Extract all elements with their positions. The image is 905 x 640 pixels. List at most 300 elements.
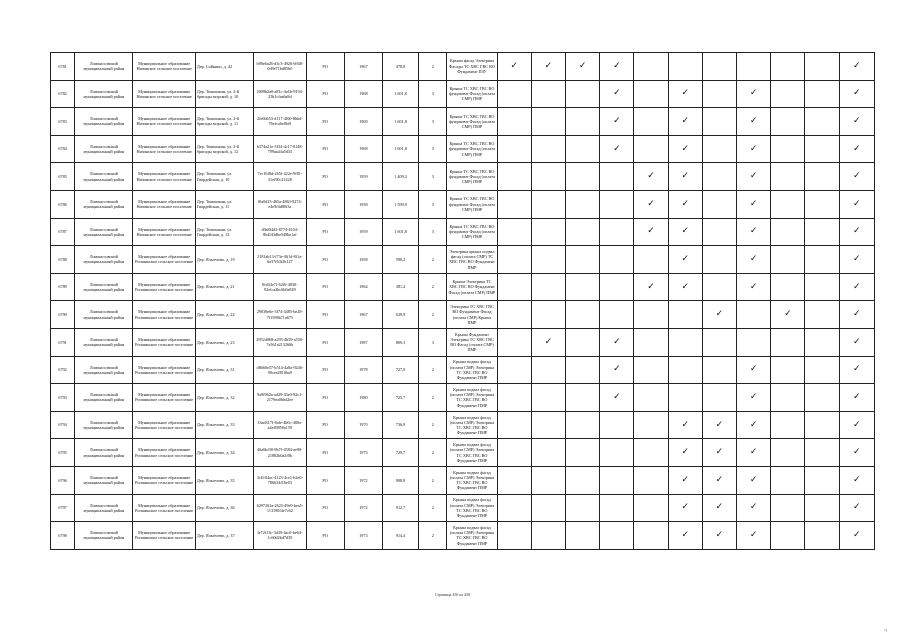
cell-floors: 2 — [419, 53, 447, 81]
check-cell — [805, 80, 839, 108]
check-cell — [771, 466, 805, 494]
check-mark-icon: ✓ — [681, 171, 690, 182]
check-cell — [702, 163, 736, 191]
check-cell — [566, 522, 600, 550]
check-cell — [600, 53, 634, 81]
cell-municipality: Муниципальное образование Низинское сельское поселение — [133, 80, 195, 108]
cell-year: 1987 — [344, 328, 382, 356]
check-cell — [531, 246, 565, 274]
check-cell — [531, 53, 565, 81]
cell-district: Ломоносовский муниципальный район — [75, 411, 133, 439]
cell-works: Электрика ТС ХВС ГВС ВО Фундамент Фасад (оплата СМР) Крыша ПМР — [447, 301, 497, 329]
check-cell — [634, 466, 668, 494]
check-cell — [531, 80, 565, 108]
cell-works: Крыша подвал фасад (оплата СМР) Электрика ТС ХВС ГВС ВО Фундамент ПМР — [447, 494, 497, 522]
cell-year: 1972 — [344, 494, 382, 522]
check-cell — [497, 246, 531, 274]
check-cell — [839, 411, 874, 439]
check-cell — [634, 108, 668, 136]
cell-area: 729,7 — [382, 439, 418, 467]
table-row — [51, 494, 875, 522]
check-cell — [497, 273, 531, 301]
check-cell — [737, 163, 771, 191]
cell-district: Ломоносовский муниципальный район — [75, 356, 133, 384]
cell-area: 914,4 — [382, 522, 418, 550]
cell-type: РО — [306, 522, 344, 550]
cell-type: РО — [306, 466, 344, 494]
check-cell — [566, 384, 600, 412]
check-cell — [805, 522, 839, 550]
check-cell — [600, 522, 634, 550]
check-mark-icon: ✓ — [681, 253, 690, 264]
check-cell — [839, 218, 874, 246]
check-cell — [600, 246, 634, 274]
cell-num: 6792 — [51, 356, 75, 384]
check-cell — [805, 53, 839, 81]
check-cell — [531, 301, 565, 329]
check-cell — [839, 53, 874, 81]
cell-floors: 3 — [419, 80, 447, 108]
cell-floors: 3 — [419, 163, 447, 191]
cell-address: Дер. Тимошкин, ул. 2-й бригады морской, д. 11 — [195, 108, 253, 136]
check-cell — [702, 108, 736, 136]
check-cell — [839, 135, 874, 163]
cell-works: Крыша подвал фасад (оплата СМР) Электрика ТС ХВС ГВС ВО Фундамент ПМР — [447, 356, 497, 384]
cell-district: Ломоносовский муниципальный район — [75, 439, 133, 467]
check-cell — [805, 163, 839, 191]
check-cell — [566, 301, 600, 329]
cell-municipality: Муниципальное образование Ропшинское сельское поселение — [133, 466, 195, 494]
cell-floors: 2 — [419, 494, 447, 522]
cell-municipality: Муниципальное образование Ропшинское сельское поселение — [133, 356, 195, 384]
check-cell — [497, 53, 531, 81]
cell-type: РО — [306, 53, 344, 81]
check-cell — [702, 494, 736, 522]
table-body — [51, 53, 875, 550]
cell-district: Ломоносовский муниципальный район — [75, 494, 133, 522]
check-mark-icon: ✓ — [853, 529, 861, 540]
check-mark-icon: ✓ — [749, 226, 758, 237]
check-cell — [497, 494, 531, 522]
table-row — [51, 411, 875, 439]
cell-district: Ломоносовский муниципальный район — [75, 328, 133, 356]
cell-municipality: Муниципальное образование Низинское сельское поселение — [133, 190, 195, 218]
cell-address: Дер. Тимошкин, ул. 2-й бригады морской, д. 12 — [195, 135, 253, 163]
check-cell — [737, 439, 771, 467]
check-cell — [737, 246, 771, 274]
cell-works: Крыша подвал фасад (оплата СМР) Электрика ТС ХВС ГВС ВО Фундамент ПМР — [447, 466, 497, 494]
cell-type: РО — [306, 273, 344, 301]
check-cell — [600, 301, 634, 329]
cell-type: РО — [306, 328, 344, 356]
cell-address: Дер. Яльгелево, д. 37 — [195, 522, 253, 550]
check-cell — [668, 494, 702, 522]
check-mark-icon: ✓ — [749, 115, 758, 126]
table-row — [51, 80, 875, 108]
check-cell — [839, 522, 874, 550]
check-cell — [497, 301, 531, 329]
table-row — [51, 384, 875, 412]
check-cell — [634, 384, 668, 412]
check-mark-icon: ✓ — [578, 60, 587, 71]
cell-floors: 2 — [419, 273, 447, 301]
check-cell — [771, 411, 805, 439]
check-cell — [737, 108, 771, 136]
check-cell — [600, 135, 634, 163]
check-cell — [702, 356, 736, 384]
check-mark-icon: ✓ — [853, 171, 861, 182]
check-cell — [771, 190, 805, 218]
check-cell — [805, 439, 839, 467]
check-cell — [737, 273, 771, 301]
check-cell — [771, 494, 805, 522]
check-mark-icon: ✓ — [853, 60, 861, 71]
cell-area: 809,3 — [382, 328, 418, 356]
cell-area: 912,7 — [382, 494, 418, 522]
cell-floors: 3 — [419, 108, 447, 136]
check-cell — [497, 522, 531, 550]
check-cell — [702, 246, 736, 274]
cell-code: 29038e6e-3f74-4485-be28-7f1598b71a675 — [254, 301, 306, 329]
check-cell — [634, 190, 668, 218]
cell-year: 1968 — [344, 80, 382, 108]
cell-address: Дер. Тимошкин, ул. Гвардейская, д. 11 — [195, 190, 253, 218]
check-cell — [497, 356, 531, 384]
check-cell — [600, 328, 634, 356]
check-cell — [737, 522, 771, 550]
cell-code: 33ad317f-8afe-4b0c-480a-a4e49850a159 — [254, 411, 306, 439]
cell-area: 736,9 — [382, 411, 418, 439]
table-row — [51, 190, 875, 218]
check-mark-icon: ✓ — [647, 198, 655, 209]
cell-floors: 2 — [419, 301, 447, 329]
check-cell — [566, 494, 600, 522]
check-cell — [702, 190, 736, 218]
check-cell — [600, 411, 634, 439]
cell-type: РО — [306, 494, 344, 522]
check-cell — [805, 246, 839, 274]
cell-type: РО — [306, 439, 344, 467]
check-mark-icon: ✓ — [613, 364, 621, 375]
check-cell — [634, 439, 668, 467]
cell-num: 6782 — [51, 80, 75, 108]
check-mark-icon: ✓ — [853, 309, 861, 320]
cell-year: 1967 — [344, 53, 382, 81]
cell-num: 6794 — [51, 411, 75, 439]
check-cell — [566, 190, 600, 218]
cell-area: 1 601,8 — [382, 80, 418, 108]
cell-district: Ломоносовский муниципальный район — [75, 135, 133, 163]
cell-code: 2009b2a0-a81c-4a1b-9194-25b1cfaa6a8d — [254, 80, 306, 108]
cell-code: 9a9f962a-ad29-43e0-92c1-2179ea0bbd2ee — [254, 384, 306, 412]
check-mark-icon: ✓ — [853, 447, 861, 458]
cell-type: РО — [306, 384, 344, 412]
check-mark-icon: ✓ — [510, 60, 518, 71]
check-mark-icon: ✓ — [749, 364, 758, 375]
check-mark-icon: ✓ — [681, 198, 690, 209]
cell-type: РО — [306, 246, 344, 274]
check-cell — [600, 108, 634, 136]
cell-year: 1958 — [344, 190, 382, 218]
cell-works: Крыша ТС ХВС ГВС ВО фундамент Фасад (оплата СМР) ПМР — [447, 218, 497, 246]
check-mark-icon: ✓ — [681, 474, 690, 485]
check-cell — [771, 163, 805, 191]
cell-address: Дер. Яльгелево, д. 23 — [195, 328, 253, 356]
cell-area: 908,8 — [382, 466, 418, 494]
check-mark-icon: ✓ — [613, 88, 621, 99]
check-cell — [702, 273, 736, 301]
check-cell — [634, 411, 668, 439]
check-cell — [668, 53, 702, 81]
check-cell — [702, 80, 736, 108]
check-cell — [702, 218, 736, 246]
check-cell — [497, 80, 531, 108]
check-cell — [737, 356, 771, 384]
check-cell — [839, 190, 874, 218]
cell-district: Ломоносовский муниципальный район — [75, 163, 133, 191]
check-mark-icon: ✓ — [613, 336, 621, 347]
table-row — [51, 328, 875, 356]
check-cell — [634, 135, 668, 163]
check-mark-icon: ✓ — [544, 60, 553, 71]
table-row — [51, 163, 875, 191]
check-cell — [566, 53, 600, 81]
cell-num: 6781 — [51, 53, 75, 81]
check-cell — [566, 135, 600, 163]
check-cell — [634, 80, 668, 108]
check-cell — [668, 384, 702, 412]
check-cell — [566, 439, 600, 467]
check-mark-icon: ✓ — [715, 529, 724, 540]
check-cell — [839, 356, 874, 384]
check-cell — [566, 273, 600, 301]
page-footer: Страница 456 из 458 — [434, 592, 471, 597]
check-mark-icon: ✓ — [853, 226, 861, 237]
table-row — [51, 301, 875, 329]
check-cell — [668, 135, 702, 163]
cell-code: 2181ab13-f73e-461d-8f1a-6a37f63f2b127 — [254, 246, 306, 274]
cell-address: Дер. Яльгелево, д. 33 — [195, 411, 253, 439]
check-mark-icon: ✓ — [853, 419, 861, 430]
check-cell — [805, 190, 839, 218]
cell-district: Ломоносовский муниципальный район — [75, 108, 133, 136]
cell-year: 1958 — [344, 246, 382, 274]
check-cell — [668, 273, 702, 301]
check-mark-icon: ✓ — [681, 226, 690, 237]
cell-year: 1973 — [344, 522, 382, 550]
table-row — [51, 108, 875, 136]
check-mark-icon: ✓ — [647, 281, 655, 292]
check-cell — [805, 273, 839, 301]
cell-area: 478,8 — [382, 53, 418, 81]
check-cell — [805, 135, 839, 163]
cell-year: 1964 — [344, 273, 382, 301]
check-cell — [702, 411, 736, 439]
check-mark-icon: ✓ — [749, 419, 758, 430]
check-mark-icon: ✓ — [853, 88, 861, 99]
cell-area: 1 601,8 — [382, 108, 418, 136]
cell-year: 1980 — [344, 384, 382, 412]
cell-floors: 2 — [419, 384, 447, 412]
check-cell — [702, 135, 736, 163]
check-cell — [531, 328, 565, 356]
check-cell — [805, 356, 839, 384]
check-cell — [634, 218, 668, 246]
check-cell — [771, 273, 805, 301]
cell-code: b374a21e-5f34-4c17-8148-799aa44a5d33 — [254, 135, 306, 163]
check-mark-icon: ✓ — [749, 391, 758, 402]
check-cell — [771, 80, 805, 108]
check-cell — [839, 439, 874, 467]
check-cell — [805, 384, 839, 412]
cell-district: Ломоносовский муниципальный район — [75, 301, 133, 329]
table-row — [51, 466, 875, 494]
check-cell — [771, 108, 805, 136]
cell-district: Ломоносовский муниципальный район — [75, 218, 133, 246]
cell-area: 590,2 — [382, 246, 418, 274]
check-mark-icon: ✓ — [613, 391, 621, 402]
cell-type: РО — [306, 301, 344, 329]
cell-works: Крыша подвал фасад (оплата СМР) Электрика ТС ХВС ГВС ВО Фундамент ПМР — [447, 522, 497, 550]
check-cell — [702, 53, 736, 81]
check-cell — [566, 466, 600, 494]
cell-municipality: Муниципальное образование Низинское сельское поселение — [133, 108, 195, 136]
check-cell — [600, 80, 634, 108]
check-cell — [497, 218, 531, 246]
cell-type: РО — [306, 108, 344, 136]
check-cell — [737, 384, 771, 412]
check-cell — [497, 328, 531, 356]
check-cell — [839, 466, 874, 494]
check-mark-icon: ✓ — [749, 88, 758, 99]
check-cell — [531, 466, 565, 494]
check-cell — [668, 439, 702, 467]
cell-address: Дер. Яльгелево, д. 36 — [195, 494, 253, 522]
check-cell — [668, 522, 702, 550]
cell-address: Дер. Яльгелево, д. 35 — [195, 466, 253, 494]
check-cell — [839, 328, 874, 356]
check-cell — [737, 466, 771, 494]
cell-address: Дер. Сойкино, д. 42 — [195, 53, 253, 81]
check-cell — [531, 273, 565, 301]
check-cell — [634, 356, 668, 384]
check-cell — [737, 301, 771, 329]
check-cell — [566, 163, 600, 191]
cell-district: Ломоносовский муниципальный район — [75, 80, 133, 108]
check-cell — [839, 246, 874, 274]
check-cell — [497, 135, 531, 163]
cell-year: 1972 — [344, 466, 382, 494]
check-cell — [566, 246, 600, 274]
check-mark-icon: ✓ — [853, 115, 861, 126]
check-cell — [566, 356, 600, 384]
check-cell — [702, 301, 736, 329]
cell-works: Крыша ТС ХВС ГВС ВО фундамент Фасад (оплата СМР) ПМР — [447, 190, 497, 218]
check-cell — [634, 273, 668, 301]
cell-municipality: Муниципальное образование Низинское сельское поселение — [133, 135, 195, 163]
cell-municipality: Муниципальное образование Низинское сельское поселение — [133, 163, 195, 191]
cell-floors: 2 — [419, 411, 447, 439]
cell-floors: 3 — [419, 135, 447, 163]
cell-works: Крыша фасад Электрика Фасады ТС ХВС ГВС ВО Фундамент ПЗУ — [447, 53, 497, 81]
check-cell — [600, 273, 634, 301]
cell-district: Ломоносовский муниципальный район — [75, 53, 133, 81]
check-mark-icon: ✓ — [749, 281, 758, 292]
check-cell — [839, 301, 874, 329]
cell-num: 6785 — [51, 163, 75, 191]
cell-floors: 3 — [419, 328, 447, 356]
cell-address: Дер. Яльгелево, д. 19 — [195, 246, 253, 274]
cell-type: РО — [306, 135, 344, 163]
check-cell — [737, 218, 771, 246]
check-cell — [771, 246, 805, 274]
check-cell — [839, 494, 874, 522]
cell-code: b98e6a26-d3c3-4926-b948-0d9e71bd85b0 — [254, 53, 306, 81]
check-mark-icon: ✓ — [784, 309, 792, 320]
check-cell — [737, 135, 771, 163]
check-cell — [839, 108, 874, 136]
check-cell — [531, 494, 565, 522]
table-row — [51, 246, 875, 274]
check-cell — [531, 108, 565, 136]
check-cell — [702, 439, 736, 467]
check-cell — [805, 108, 839, 136]
check-mark-icon: ✓ — [647, 171, 655, 182]
check-cell — [600, 384, 634, 412]
cell-year: 1959 — [344, 163, 382, 191]
check-cell — [737, 328, 771, 356]
cell-floors: 2 — [419, 522, 447, 550]
cell-municipality: Муниципальное образование Ропшинское сельское поселение — [133, 273, 195, 301]
check-cell — [600, 356, 634, 384]
check-cell — [531, 190, 565, 218]
check-mark-icon: ✓ — [715, 474, 724, 485]
cell-works: Крыша подвал фасад (оплата СМР) Электрика ТС ХВС ГВС ВО Фундамент ПМР — [447, 411, 497, 439]
check-mark-icon: ✓ — [853, 391, 861, 402]
cell-year: 1973 — [344, 439, 382, 467]
check-cell — [600, 163, 634, 191]
cell-works: Крыша Электрика ТС ХВС ГВС ВО Фундамент Фасад (оплата СМР) ПМР — [447, 273, 497, 301]
cell-code: 7ec16f8d-265f-422e-9f81-31ef90c21428 — [254, 163, 306, 191]
cell-municipality: Муниципальное образование Ропшинское сельское поселение — [133, 522, 195, 550]
cell-type: РО — [306, 411, 344, 439]
cell-district: Ломоносовский муниципальный район — [75, 522, 133, 550]
cell-code: d9a8f4d2-8774-4104-8b4f43dbe548be1af — [254, 218, 306, 246]
table-row — [51, 439, 875, 467]
cell-code: 0fd34e7f-62f6-4830-92efca2bc6b0a849 — [254, 273, 306, 301]
check-cell — [497, 163, 531, 191]
cell-year: 1967 — [344, 301, 382, 329]
check-mark-icon: ✓ — [613, 60, 621, 71]
check-cell — [771, 135, 805, 163]
check-cell — [634, 53, 668, 81]
check-cell — [566, 80, 600, 108]
cell-floors: 2 — [419, 356, 447, 384]
cell-district: Ломоносовский муниципальный район — [75, 190, 133, 218]
check-mark-icon: ✓ — [681, 88, 690, 99]
cell-area: 639,9 — [382, 301, 418, 329]
check-cell — [668, 80, 702, 108]
cell-works: Крыша подвал фасад (оплата СМР) Электрика ТС ХВС ГВС ВО Фундамент ПМР — [447, 384, 497, 412]
cell-code: 2952d068-a293-4b59-a530-7e561a213266b — [254, 328, 306, 356]
check-cell — [668, 163, 702, 191]
check-mark-icon: ✓ — [749, 171, 758, 182]
check-cell — [497, 439, 531, 467]
check-cell — [805, 494, 839, 522]
check-cell — [771, 522, 805, 550]
check-cell — [737, 80, 771, 108]
check-cell — [805, 411, 839, 439]
